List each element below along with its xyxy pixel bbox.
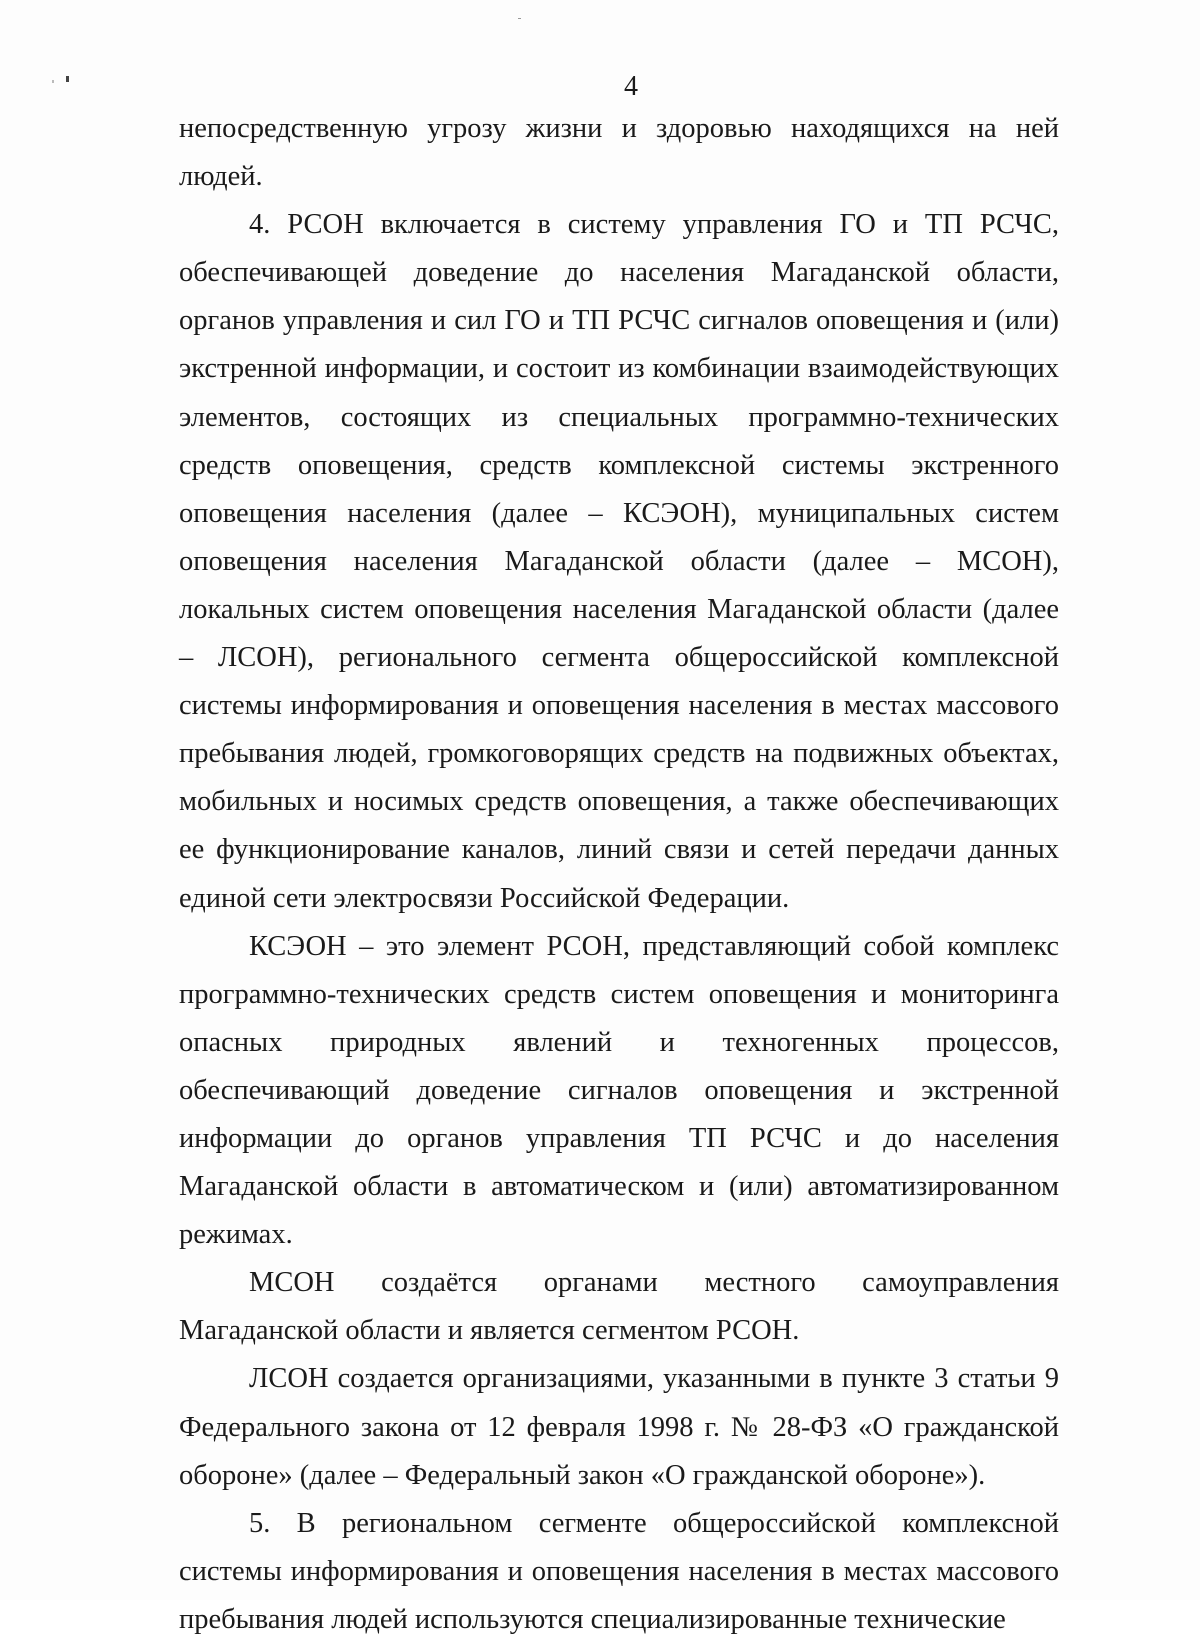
- paragraph-mson: МСОН создаётся органами местного самоуправления Магаданской области и является сегментом РСОН.: [179, 1267, 1059, 1347]
- page-number: 4: [624, 71, 638, 102]
- paragraph-continuation: непосредственную угрозу жизни и здоровью находящихся на ней людей.: [179, 113, 1059, 193]
- document-body: [179, 105, 1059, 1644]
- paragraph-lson: ЛСОН создается организациями, указанными в пункте 3 статьи 9 Федерального закона от 12 февраля 1998 г. № 28-ФЗ «О гражданской обороне» (далее – Федеральный закон «О гражданской обороне»).: [179, 1363, 1059, 1491]
- paragraph-item-5: 5. В региональном сегменте общероссийской комплексной системы информирования и оповещения населения в местах массового пребывания людей используются специализированные технические: [179, 1507, 1059, 1635]
- paragraph-kseon: КСЭОН – это элемент РСОН, представляющий собой комплекс программно-технических средств систем оповещения и мониторинга опасных природных явлений и техногенных процессов, обеспечивающий доведение сигналов оповещения и экстренной информации до органов управления ТП РСЧС и до населения Магаданской области в автоматическом и (или) автоматизированном режимах.: [179, 930, 1059, 1251]
- paragraph-item-4: 4. РСОН включается в систему управления ГО и ТП РСЧС, обеспечивающей доведение до населения Магаданской области, органов управления и сил ГО и ТП РСЧС сигналов оповещения и (или) экстренной информации, и состоит из комбинации взаимодействующих элементов, состоящих из специальных программно-технических средств оповещения, средств комплексной системы экстренного оповещения населения (далее – КСЭОН), муниципальных систем оповещения населения Магаданской области (далее – МСОН), локальных систем оповещения населения Магаданской области (далее – ЛСОН), регионального сегмента общероссийской комплексной системы информирования и оповещения населения в местах массового пребывания людей, громкоговорящих средств на подвижных объектах, мобильных и носимых средств оповещения, а также обеспечивающих ее функционирование каналов, линий связи и сетей передачи данных единой сети электросвязи Российской Федерации.: [179, 209, 1059, 914]
- scan-speck: [518, 18, 521, 19]
